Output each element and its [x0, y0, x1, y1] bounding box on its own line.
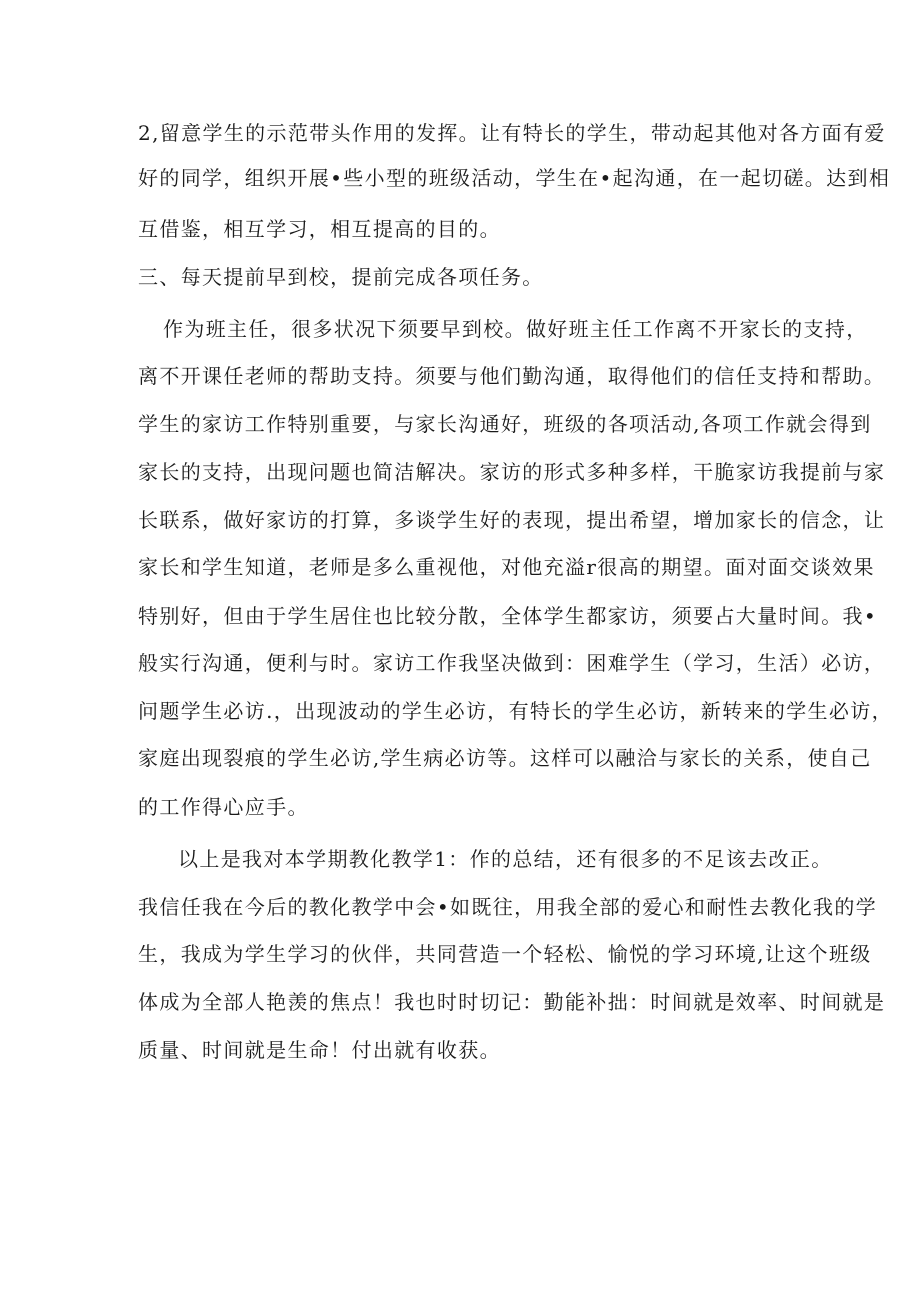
text-line-5: 作为班主任，很多状况下须要早到校。做好班主任工作离不开家长的支持， — [163, 317, 868, 341]
text-line-12: 般实行沟通，便利与时。家访工作我坚决做到：困难学生（学习，生活）必访， — [138, 651, 886, 675]
text-line-9: 长联系，做好家访的打算，多谈学生好的表现，提出希望，增加家长的信念，让 — [138, 508, 886, 532]
text-line-18: 生，我成为学生学习的伙伴，共同营造一个轻松、愉悦的学习环境,让这个班级 — [138, 942, 872, 966]
text-line-7: 学生的家访工作特别重要，与家长沟通好，班级的各项活动,各项工作就会得到 — [138, 412, 872, 436]
text-line-6: 离不开课任老师的帮助支持。须要与他们勤沟通，取得他们的信任支持和帮助。 — [138, 364, 886, 388]
text-line-2: 好的同学，组织开展•些小型的班级活动，学生在•起沟通，在一起切磋。达到相 — [138, 166, 891, 190]
text-line-16: 以上是我对本学期教化教学1：作的总结，还有很多的不足该去改正。 — [178, 847, 833, 871]
section-heading-3: 三、每天提前早到校，提前完成各项任务。 — [138, 265, 544, 289]
text-line-11: 特别好，但由于学生居住也比较分散，全体学生都家访，须要占大量时间。我• — [138, 604, 878, 628]
text-line-13: 问题学生必访.，出现波动的学生必访，有特长的学生必访，新转来的学生必访， — [138, 699, 893, 723]
text-line-10: 家长和学生知道，老师是多么重视他，对他充溢r很高的期望。面对面交谈效果 — [138, 555, 875, 579]
text-line-20: 质量、时间就是生命！付出就有收获。 — [138, 1038, 501, 1062]
text-line-19: 体成为全部人艳羡的焦点！我也时时切记：勤能补拙：时间就是效率、时间就是 — [138, 990, 886, 1014]
text-line-1: 2,留意学生的示范带头作用的发挥。让有特长的学生，带动起其他对各方面有爱 — [138, 121, 886, 145]
text-line-15: 的工作得心应手。 — [138, 795, 309, 819]
text-line-17: 我信任我在今后的教化教学中会•如既往，用我全部的爱心和耐性去教化我的学 — [138, 895, 878, 919]
text-line-14: 家庭出现裂痕的学生必访,学生病必访等。这样可以融洽与家长的关系，使自己 — [138, 746, 872, 770]
text-line-8: 家长的支持，出现问题也简洁解决。家访的形式多种多样，干脆家访我提前与家 — [138, 460, 886, 484]
text-line-3: 互借鉴，相互学习，相互提高的目的。 — [138, 217, 501, 241]
